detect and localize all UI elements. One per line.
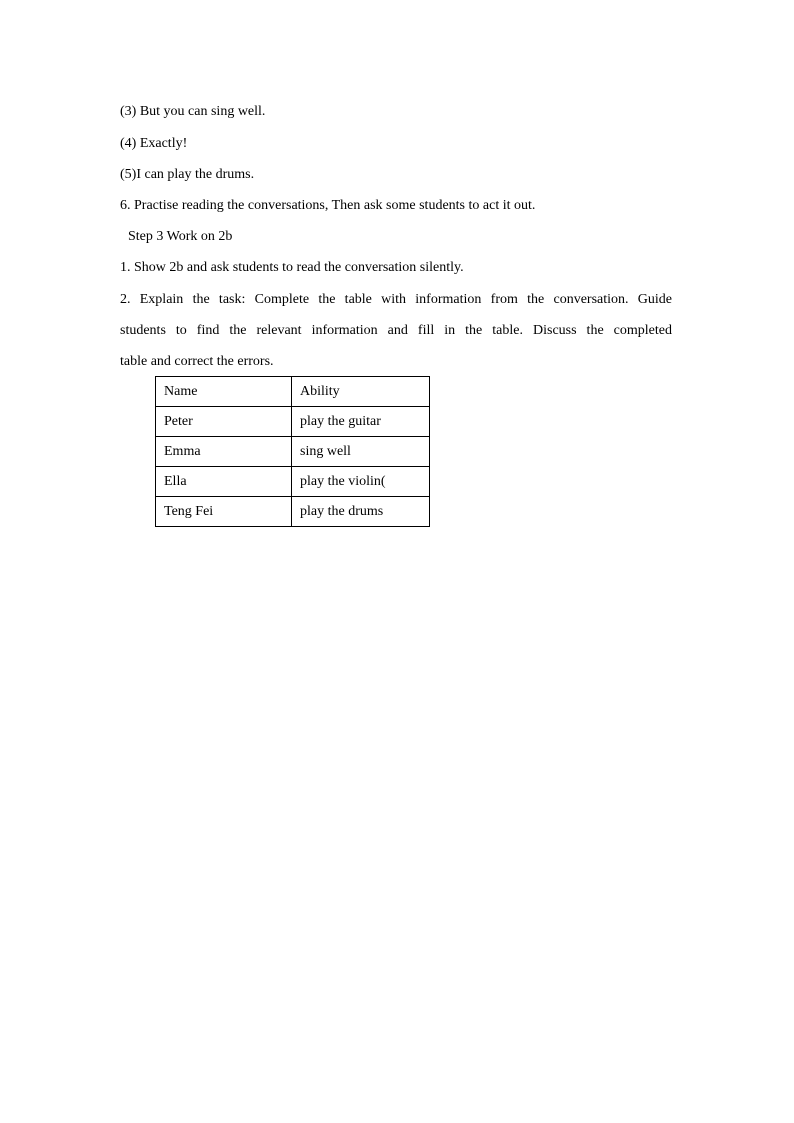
- cell-name: Teng Fei: [156, 497, 292, 527]
- cell-ability: play the guitar: [292, 407, 430, 437]
- dialogue-line-4: (4) Exactly!: [120, 136, 188, 151]
- cell-name: Peter: [156, 407, 292, 437]
- section-heading-step-3: Step 3 Work on 2b: [128, 229, 233, 244]
- cell-ability: sing well: [292, 437, 430, 467]
- table-header-row: [156, 377, 430, 407]
- instruction-step-1: 1. Show 2b and ask students to read the conversation silently.: [120, 260, 464, 275]
- header-ability: Ability: [292, 377, 430, 407]
- ability-table: [155, 376, 430, 527]
- instruction-step-2-line-3: table and correct the errors.: [120, 354, 274, 369]
- instruction-step-2-line-2: students to find the relevant information and fill in the table. Discuss the completed: [120, 323, 672, 338]
- table-row: [156, 467, 430, 497]
- table-row: [156, 407, 430, 437]
- dialogue-line-3: (3) But you can sing well.: [120, 104, 266, 119]
- cell-ability: play the drums: [292, 497, 430, 527]
- table-row: [156, 437, 430, 467]
- cell-name: Emma: [156, 437, 292, 467]
- table-row: [156, 497, 430, 527]
- dialogue-line-5: (5)I can play the drums.: [120, 167, 255, 182]
- instruction-step-2-line-1: 2. Explain the task: Complete the table with information from the conversation. Guide: [120, 292, 672, 307]
- cell-ability: play the violin(: [292, 467, 430, 497]
- instruction-step-6: 6. Practise reading the conversations, Then ask some students to act it out.: [120, 198, 536, 213]
- cell-name: Ella: [156, 467, 292, 497]
- header-name: Name: [156, 377, 292, 407]
